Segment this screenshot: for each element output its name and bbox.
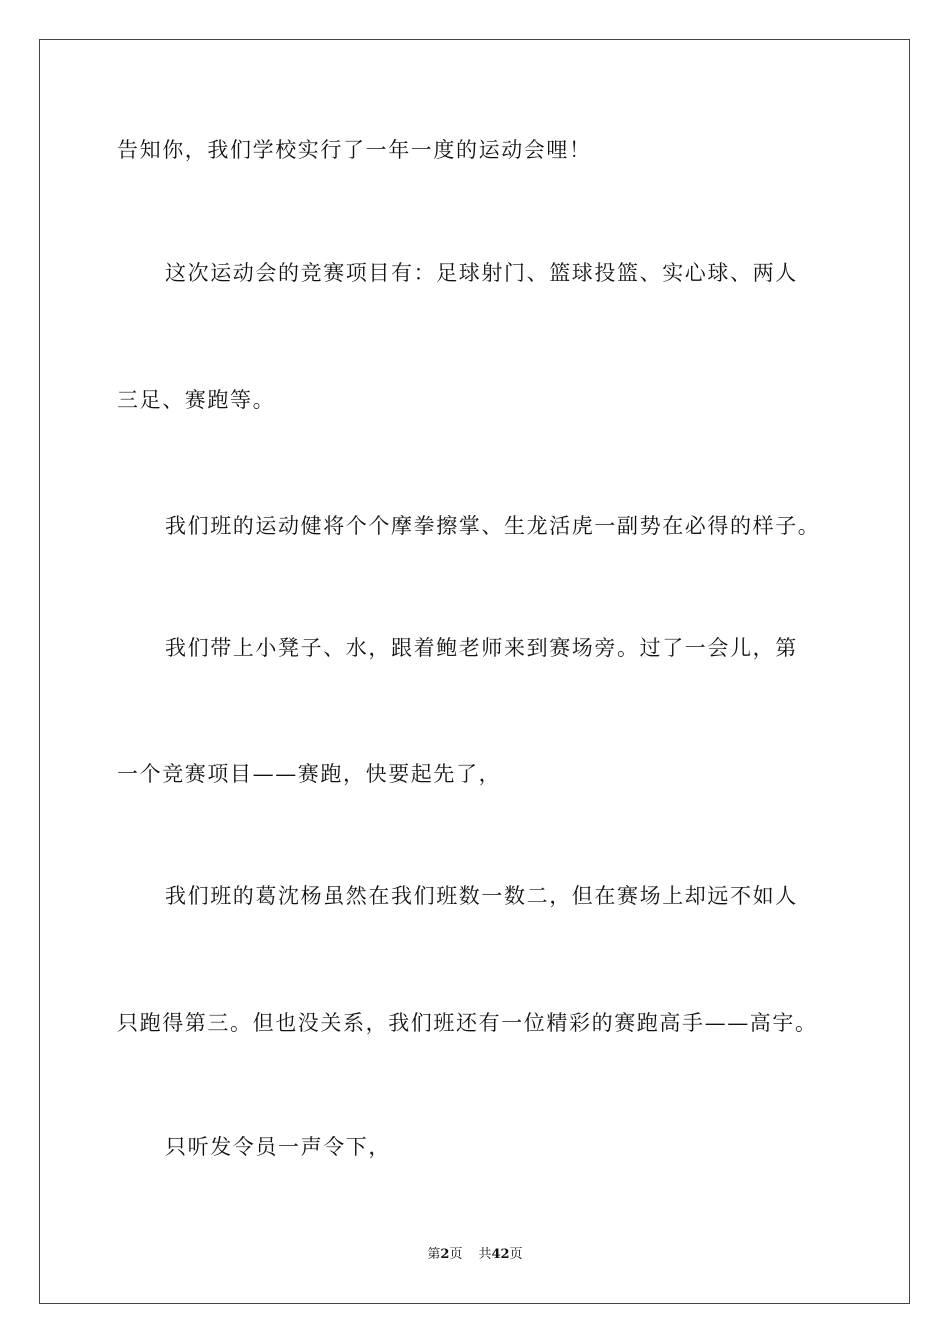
text-line: 我们班的葛沈杨虽然在我们班数一数二，但在赛场上却远不如人 [165,884,798,908]
page-border [39,39,910,1304]
total-suffix: 页 [509,1247,523,1262]
text-line: 三足、赛跑等。 [117,388,276,412]
text-line: 一个竞赛项目——赛跑，快要起先了， [117,762,502,786]
total-prefix: 共 [478,1247,492,1262]
text-line: 这次运动会的竞赛项目有：足球射门、篮球投篮、实心球、两人 [165,261,798,285]
page-footer [0,1246,950,1264]
total-pages: 42 [491,1247,510,1262]
page-number: 2 [440,1247,450,1262]
text-line: 我们班的运动健将个个摩拳擦掌、生龙活虎一副势在必得的样子。 [165,514,821,538]
page-suffix: 页 [449,1247,463,1262]
page-prefix: 第 [427,1247,441,1262]
text-line: 只跑得第三。但也没关系，我们班还有一位精彩的赛跑高手——高宇。 [117,1011,818,1035]
text-line: 只听发令员一声令下， [165,1135,391,1159]
text-line: 告知你，我们学校实行了一年一度的运动会哩！ [117,138,592,162]
text-line: 我们带上小凳子、水，跟着鲍老师来到赛场旁。过了一会儿，第 [165,636,798,660]
